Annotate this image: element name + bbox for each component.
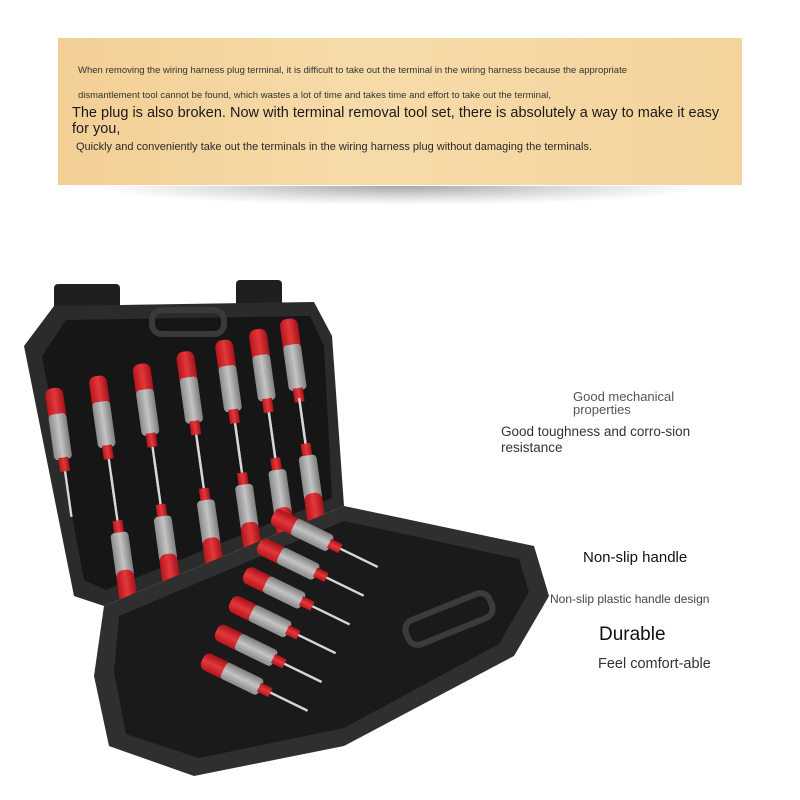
feature-mechanical: Good mechanical properties (573, 389, 675, 417)
banner-line-3: The plug is also broken. Now with terminal removal tool set, there is absolutely a way to make it easy for you, (72, 105, 720, 137)
banner-line-2: dismantlement tool cannot be found, which wastes a lot of time and takes time and effort to take out the terminal, (78, 90, 551, 101)
intro-banner (58, 38, 742, 185)
feature-comfortable: Feel comfort-able (598, 656, 711, 672)
banner-line-4: Quickly and conveniently take out the terminals in the wiring harness plug without damaging the terminals. (76, 141, 593, 153)
feature-toughness: Good toughness and corro-sion resistance (501, 424, 691, 455)
tool-case-image (14, 276, 554, 786)
banner-line-1: When removing the wiring harness plug terminal, it is difficult to take out the terminal in the wiring harness because the appropriate (78, 65, 628, 76)
feature-durable: Durable (599, 624, 666, 645)
feature-nonslip-title: Non-slip handle (583, 549, 688, 566)
banner-shadow (110, 186, 690, 204)
feature-nonslip-desc: Non-slip plastic handle design (550, 592, 710, 606)
